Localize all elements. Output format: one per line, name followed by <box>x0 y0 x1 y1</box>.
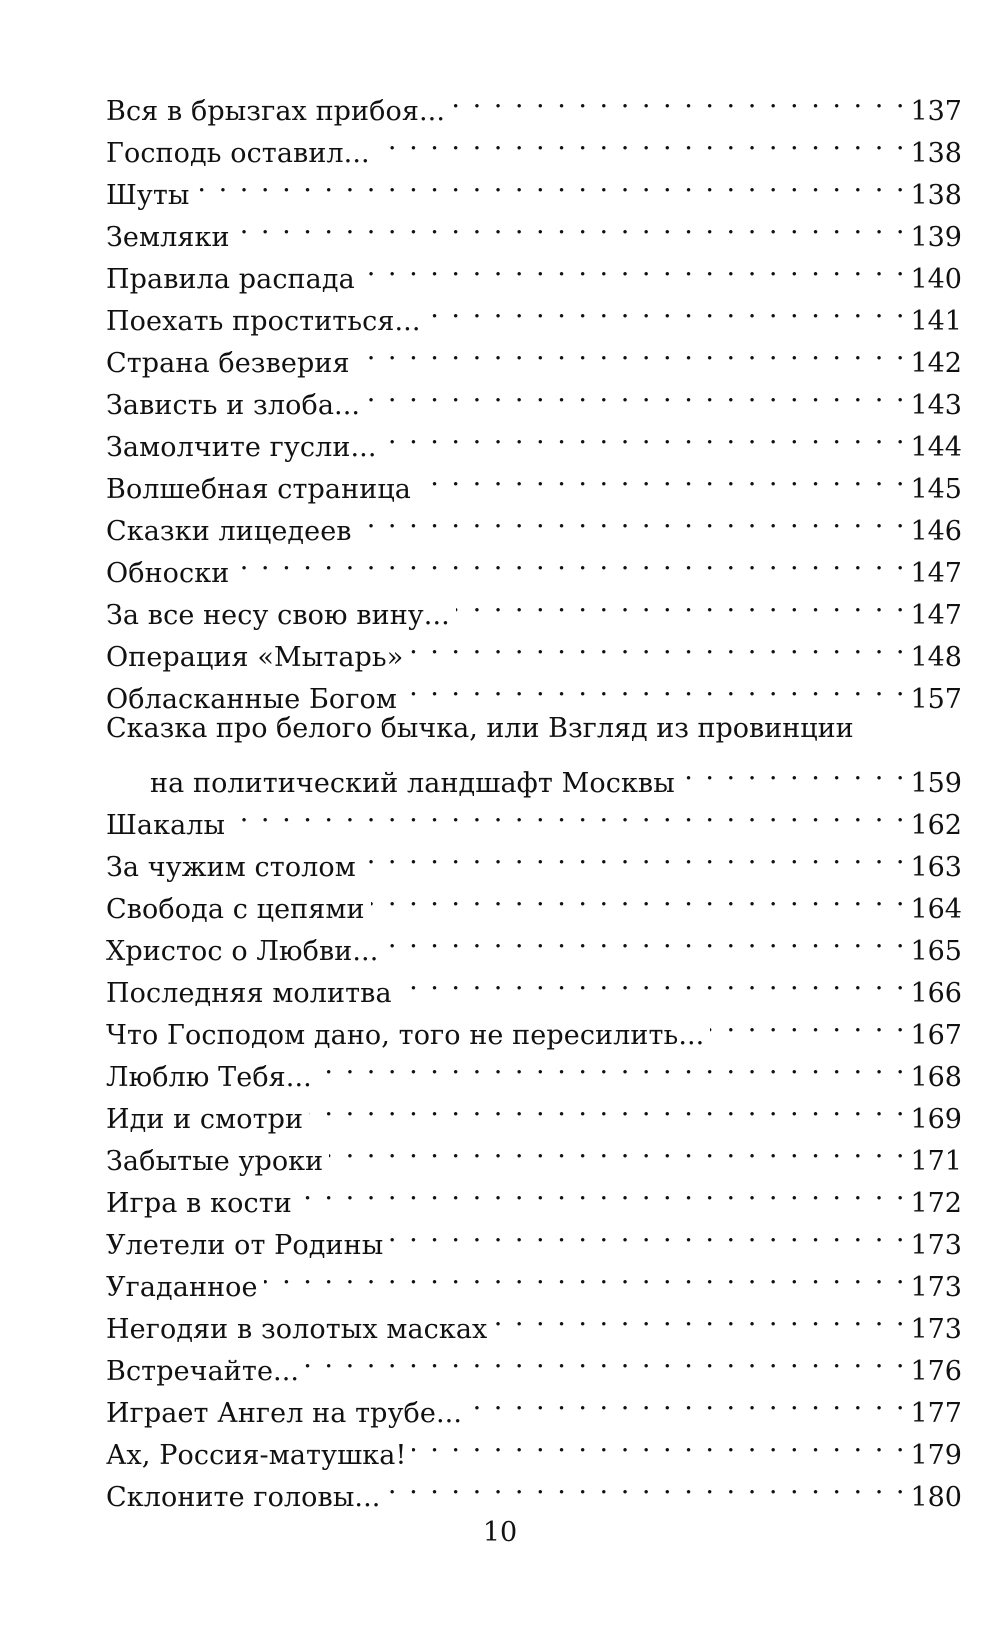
toc-entry-page: 169 <box>910 1104 962 1135</box>
dot-leader <box>329 1128 906 1170</box>
dot-leader <box>398 960 907 1002</box>
toc-entry-page: 165 <box>910 936 962 967</box>
toc-entry-title-line2: на политический ландшафт Москвы <box>150 768 675 799</box>
toc-entry-page: 163 <box>910 852 962 883</box>
dot-leader <box>412 1422 906 1464</box>
toc-entry-title: Земляки <box>106 222 230 253</box>
dot-leader <box>386 1464 906 1506</box>
toc-entry-title: Угаданное <box>106 1272 258 1303</box>
dot-leader <box>681 750 907 792</box>
dot-leader <box>493 1296 906 1338</box>
toc-entry-title: Операция «Мытарь» <box>106 642 404 673</box>
toc-entry-title: Что Господом дано, того не пересилить... <box>106 1020 705 1051</box>
toc-entry-title: Правила распада <box>106 264 355 295</box>
toc-entry-title: За чужим столом <box>106 852 356 883</box>
toc-entry-title: Негодяи в золотых масках <box>106 1314 488 1345</box>
toc-entry-page: 180 <box>910 1482 962 1513</box>
toc-entry <box>106 540 962 589</box>
dot-leader <box>231 792 906 834</box>
toc-entry-title-line1: Сказка про белого бычка, или Взгляд из провинции <box>106 713 854 744</box>
toc-entry <box>106 246 962 295</box>
dot-leader <box>298 1170 907 1212</box>
toc-entry-title: Свобода с цепями <box>106 894 365 925</box>
toc-entry-title: Люблю Тебя... <box>106 1062 312 1093</box>
page-number: 10 <box>482 1517 518 1548</box>
toc-entry-title: Забытые уроки <box>106 1146 324 1177</box>
toc-entry-title: Последняя молитва <box>106 978 392 1009</box>
dot-leader <box>264 1254 907 1296</box>
toc-entry-title: Шуты <box>106 180 190 211</box>
toc-entry-page: 166 <box>910 978 962 1009</box>
toc-entry-page: 148 <box>910 642 962 673</box>
toc-entry <box>106 78 962 127</box>
dot-leader <box>451 78 906 120</box>
toc-entry-title: Поехать проститься... <box>106 306 421 337</box>
toc-entry-page: 171 <box>910 1146 962 1177</box>
toc-entry-page: 146 <box>910 516 962 547</box>
toc-entry-title: Встречайте... <box>106 1356 300 1387</box>
dot-leader <box>456 582 907 624</box>
toc-entry <box>106 582 962 631</box>
dot-leader <box>384 918 906 960</box>
toc-entry <box>106 792 962 841</box>
toc-entry-title: Склоните головы... <box>106 1482 381 1513</box>
toc-entry <box>106 162 962 211</box>
dot-leader <box>356 330 907 372</box>
toc-entries-b <box>106 792 962 1513</box>
toc-entry-page: 164 <box>910 894 962 925</box>
toc-entry <box>106 204 962 253</box>
dot-leader <box>403 666 906 708</box>
toc-entry-page: 159 <box>910 768 962 799</box>
toc-entry-page: 173 <box>910 1230 962 1261</box>
toc-entry-page: 172 <box>910 1188 962 1219</box>
dot-leader <box>318 1044 907 1086</box>
toc-entry-page: 144 <box>910 432 962 463</box>
dot-leader <box>235 540 906 582</box>
dot-leader <box>427 288 907 330</box>
toc-entry-title: Улетели от Родины <box>106 1230 384 1261</box>
toc-entry-title: Шакалы <box>106 810 226 841</box>
dot-leader <box>383 414 907 456</box>
toc-entry-page: 138 <box>910 138 962 169</box>
toc-entry-title: Зависть и злоба... <box>106 390 361 421</box>
dot-leader <box>358 498 907 540</box>
dot-leader <box>468 1380 906 1422</box>
toc-entry-page: 177 <box>910 1398 962 1429</box>
dot-leader <box>371 876 907 918</box>
dot-leader <box>361 246 907 288</box>
dot-leader <box>389 1212 906 1254</box>
dot-leader <box>196 162 907 204</box>
toc-entry-title: Ах, Россия-матушка! <box>106 1440 407 1471</box>
toc-entry-page: 168 <box>910 1062 962 1093</box>
toc-entry-page: 179 <box>910 1440 962 1471</box>
toc-entry-title: Христос о Любви... <box>106 936 379 967</box>
toc-entry-title: Господь оставил... <box>106 138 370 169</box>
dot-leader <box>710 1002 906 1044</box>
toc-entry-page: 138 <box>910 180 962 211</box>
toc-entry-page: 176 <box>910 1356 962 1387</box>
toc-entry-page: 143 <box>910 390 962 421</box>
dot-leader <box>236 204 907 246</box>
toc-entry-page: 141 <box>910 306 962 337</box>
toc-entry-page: 147 <box>910 600 962 631</box>
toc-entry-title: Вся в брызгах прибоя... <box>106 96 446 127</box>
toc-entry <box>106 834 962 883</box>
toc-entry-page: 139 <box>910 222 962 253</box>
toc-entry-page: 173 <box>910 1272 962 1303</box>
toc-entry-title: За все несу свою вину... <box>106 600 450 631</box>
toc-entry-page: 145 <box>910 474 962 505</box>
toc-entry <box>106 708 962 799</box>
toc-entry-page: 137 <box>910 96 962 127</box>
toc-entries-a <box>106 78 962 715</box>
toc-entry-page: 142 <box>910 348 962 379</box>
dot-leader <box>362 834 907 876</box>
dot-leader <box>417 456 906 498</box>
toc-entry-title: Обноски <box>106 558 230 589</box>
toc-entry-title: Волшебная страница <box>106 474 411 505</box>
toc-entry-title: Игра в кости <box>106 1188 292 1219</box>
toc-entry-title: Страна безверия <box>106 348 350 379</box>
toc-entry-title: Играет Ангел на трубе... <box>106 1398 463 1429</box>
toc-entry-page: 147 <box>910 558 962 589</box>
toc-entry-page: 140 <box>910 264 962 295</box>
toc-entry-title: Обласканные Богом <box>106 684 397 715</box>
toc-entry-title: Иди и смотри <box>106 1104 304 1135</box>
toc-entry-title: Сказки лицедеев <box>106 516 352 547</box>
dot-leader <box>309 1086 906 1128</box>
dot-leader <box>305 1338 906 1380</box>
dot-leader <box>409 624 906 666</box>
table-of-contents <box>106 78 962 1513</box>
toc-entry-page: 173 <box>910 1314 962 1345</box>
dot-leader <box>366 372 906 414</box>
toc-entry-page: 162 <box>910 810 962 841</box>
toc-entry-title: Замолчите гусли... <box>106 432 377 463</box>
toc-entry-page: 167 <box>910 1020 962 1051</box>
dot-leader <box>376 120 907 162</box>
toc-entry-page: 157 <box>910 684 962 715</box>
